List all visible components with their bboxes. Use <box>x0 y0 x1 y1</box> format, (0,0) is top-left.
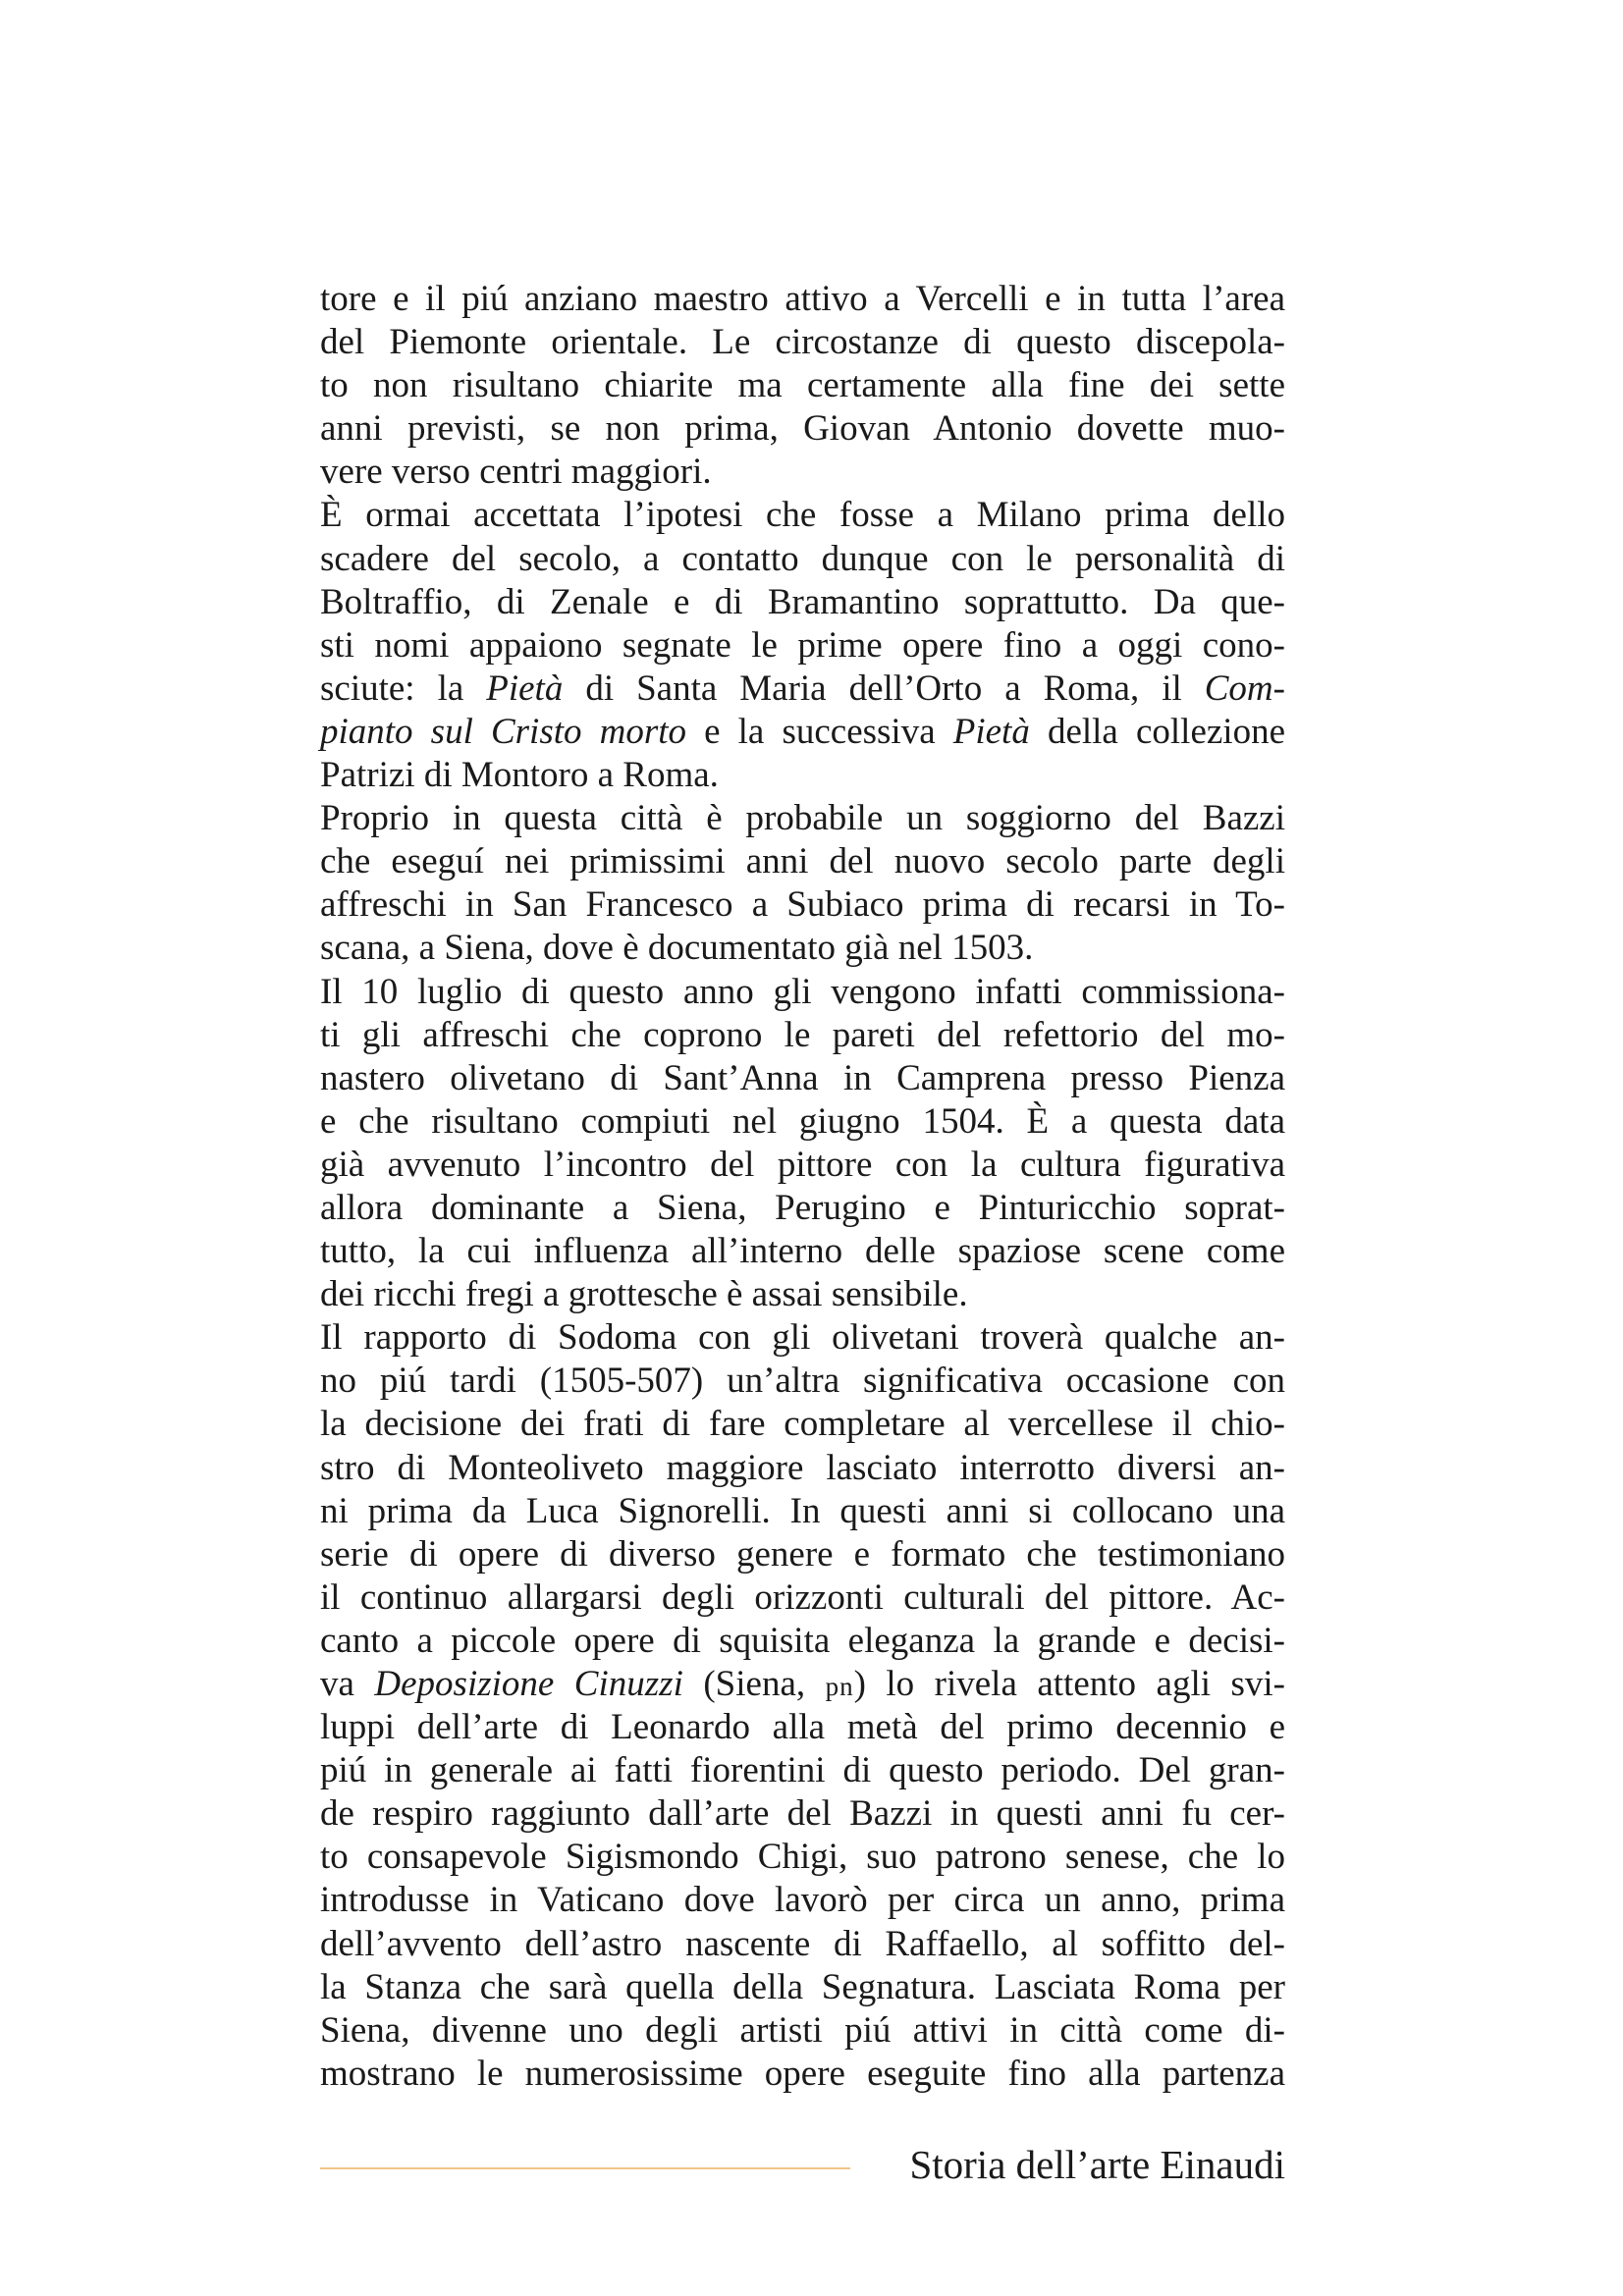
text-line: mostrano le numerosissime opere eseguite fino alla partenza <box>320 2053 1285 2094</box>
text-line: serie di opere di diverso genere e formato che testimoniano <box>320 1533 1285 1575</box>
italic-title: Pietà <box>486 667 564 709</box>
text-line: tore e il piú anziano maestro attivo a Vercelli e in tutta l’area <box>320 279 1285 319</box>
text-line <box>320 667 1285 711</box>
text-line: È ormai accettata l’ipotesi che fosse a Milano prima dello <box>320 495 1285 536</box>
text-line: tutto, la cui influenza all’interno delle spaziose scene come <box>320 1231 1285 1272</box>
text-line: ni prima da Luca Signorelli. In questi anni si collocano una <box>320 1490 1285 1531</box>
text-line: dell’avvento dell’astro nascente di Raffaello, al soffitto del- <box>320 1923 1285 1964</box>
italic-title: Com- <box>1204 667 1285 709</box>
text-line: ti gli affreschi che coprono le pareti del refettorio del mo- <box>320 1014 1285 1055</box>
text-line: to consapevole Sigismondo Chigi, suo patrono senese, che lo <box>320 1837 1285 1878</box>
text-run: sciute: la <box>320 667 487 709</box>
text-line: Boltraffio, di Zenale e di Bramantino soprattutto. Da que- <box>320 581 1285 622</box>
body-text <box>320 278 1285 2096</box>
text-line: vere verso centri maggiori. <box>320 452 712 493</box>
text-line: scana, a Siena, dove è documentato già nel 1503. <box>320 928 1034 969</box>
italic-title: pianto sul Cristo morto <box>320 711 687 752</box>
text-line: già avvenuto l’incontro del pittore con la cultura figurativa <box>320 1144 1285 1185</box>
text-line: Il rapporto di Sodoma con gli olivetani troverà qualche an- <box>320 1317 1285 1359</box>
text-line: introdusse in Vaticano dove lavorò per circa un anno, prima <box>320 1880 1285 1921</box>
text-line: to non risultano chiarite ma certamente alla fine dei sette <box>320 365 1285 406</box>
text-line <box>320 711 1285 754</box>
text-line: allora dominante a Siena, Perugino e Pinturicchio soprat- <box>320 1187 1285 1228</box>
text-line: de respiro raggiunto dall’arte del Bazzi in questi anni fu cer- <box>320 1793 1285 1835</box>
text-line: luppi dell’arte di Leonardo alla metà del primo decennio e <box>320 1707 1285 1748</box>
text-run: va <box>320 1664 375 1704</box>
text-line: nastero olivetano di Sant’Anna in Camprena presso Pienza <box>320 1057 1285 1098</box>
text-line: piú in generale ai fatti fiorentini di questo periodo. Del gran- <box>320 1750 1285 1791</box>
italic-title: Deposizione Cinuzzi <box>374 1664 683 1704</box>
text-line: no piú tardi (1505-507) un’altra significativa occasione con <box>320 1361 1285 1402</box>
text-line: Patrizi di Montoro a Roma. <box>320 755 719 796</box>
text-line: stro di Monteoliveto maggiore lasciato interrotto diversi an- <box>320 1447 1285 1488</box>
small-caps-abbreviation: pn <box>825 1672 854 1701</box>
text-line: che eseguí nei primissimi anni del nuovo secolo parte degli <box>320 841 1285 882</box>
text-run: e la successiva <box>686 711 953 752</box>
text-line: del Piemonte orientale. Le circostanze di questo discepola- <box>320 322 1285 363</box>
text-run: della collezione <box>1029 711 1285 752</box>
text-line: e che risultano compiuti nel giugno 1504. È a questa data <box>320 1100 1285 1142</box>
text-line: il continuo allargarsi degli orizzonti culturali del pittore. Ac- <box>320 1576 1285 1618</box>
text-line: Il 10 luglio di questo anno gli vengono infatti commissiona- <box>320 971 1285 1012</box>
text-line: affreschi in San Francesco a Subiaco prima di recarsi in To- <box>320 884 1285 926</box>
text-line: anni previsti, se non prima, Giovan Antonio dovette muo- <box>320 408 1285 450</box>
footer-series-title: Storia dell’arte Einaudi <box>909 2142 1285 2187</box>
text-line: dei ricchi fregi a grottesche è assai sensibile. <box>320 1274 968 1315</box>
footer-divider <box>320 2167 850 2169</box>
text-line: scadere del secolo, a contatto dunque con le personalità di <box>320 538 1285 579</box>
text-run: (Siena, <box>682 1664 826 1704</box>
text-line: sti nomi appaiono segnate le prime opere fino a oggi cono- <box>320 624 1285 666</box>
text-run: di Santa Maria dell’Orto a Roma, il <box>563 667 1205 709</box>
text-line <box>320 1663 1285 1706</box>
text-line: Siena, divenne uno degli artisti piú attivi in città come di- <box>320 2009 1285 2051</box>
text-line: la decisione dei frati di fare completare al vercellese il chio- <box>320 1404 1285 1445</box>
text-line: Proprio in questa città è probabile un soggiorno del Bazzi <box>320 798 1285 839</box>
text-run: ) lo rivela attento agli svi- <box>853 1664 1285 1704</box>
text-line: canto a piccole opere di squisita eleganza la grande e decisi- <box>320 1620 1285 1661</box>
text-line: la Stanza che sarà quella della Segnatura. Lasciata Roma per <box>320 1966 1285 2007</box>
italic-title: Pietà <box>952 711 1030 752</box>
